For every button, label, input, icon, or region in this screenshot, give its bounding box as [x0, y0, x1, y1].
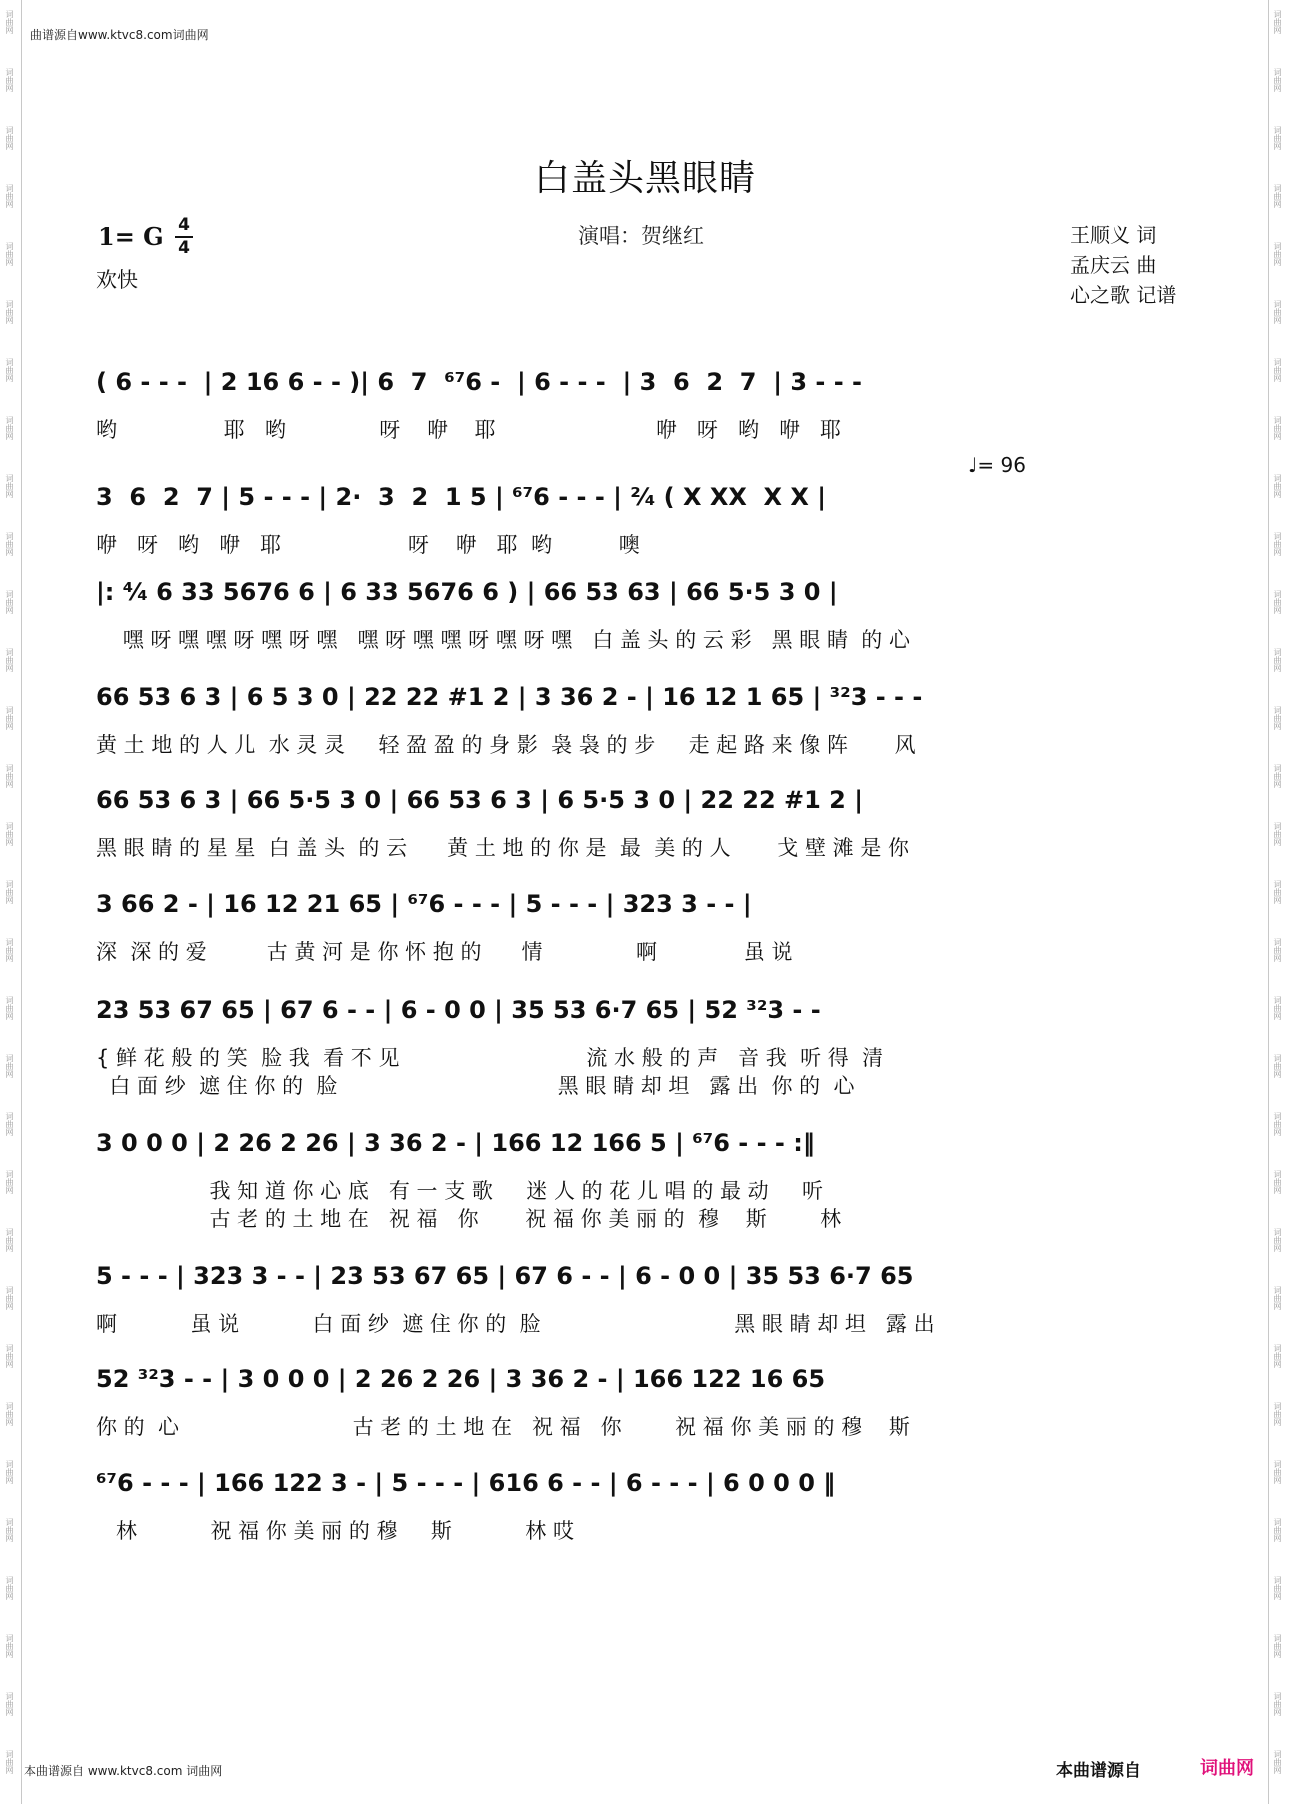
side-watermark-mark: 词曲网 — [1273, 880, 1282, 904]
footer-source-note: 本曲谱源自 www.ktvc8.com 词曲网 — [24, 1764, 223, 1778]
side-watermark-mark: 词曲网 — [5, 822, 14, 846]
side-watermark-mark: 词曲网 — [5, 880, 14, 904]
side-watermark-mark: 词曲网 — [5, 1634, 14, 1658]
lyricist-credit: 王顺义 词 — [1070, 223, 1157, 247]
time-signature — [172, 216, 196, 258]
lyrics-verse-1: 你 的 心 古 老 的 土 地 在 祝 福 你 祝 福 你 美 丽 的 穆 斯 — [96, 1415, 910, 1439]
notation-row: ( 6 - - - | 2 16 6 - - )| 6 7 ⁶⁷6 - | 6 - - - | 3 6 2 7 | 3 - - - — [96, 368, 862, 396]
metronome-mark: ♩= 96 — [968, 453, 1026, 477]
side-watermark-mark: 词曲网 — [5, 1402, 14, 1426]
top-source-note: 曲谱源自www.ktvc8.com词曲网 — [30, 28, 209, 42]
score-line — [0, 453, 1290, 573]
lyrics-verse-1: 林 祝 福 你 美 丽 的 穆 斯 林 哎 — [96, 1519, 574, 1543]
side-watermark-mark: 词曲网 — [5, 474, 14, 498]
side-watermark-mark: 词曲网 — [1273, 1576, 1282, 1600]
notation-row: 3 6 2 7 | 5 - - - | 2· 3 2 1 5 | ⁶⁷6 - - - | ²⁄₄ ( X XX X X | — [96, 483, 827, 511]
score-line — [0, 786, 1290, 876]
side-watermark-mark: 词曲网 — [1273, 10, 1282, 34]
side-watermark-mark: 词曲网 — [5, 184, 14, 208]
side-watermark-mark: 词曲网 — [1273, 68, 1282, 92]
lyrics-verse-2: 白 面 纱 遮 住 你 的 脸 黑 眼 睛 却 坦 露 出 你 的 心 — [96, 1074, 855, 1098]
side-watermark-mark: 词曲网 — [5, 1286, 14, 1310]
singer-credit: 演唱：贺继红 — [578, 224, 704, 248]
song-title: 白盖头黑眼睛 — [533, 158, 756, 199]
notation-row: 3 0 0 0 | 2 26 2 26 | 3 36 2 - | 166 12 166 5 | ⁶⁷6 - - - :‖ — [96, 1129, 815, 1157]
side-watermark-mark: 词曲网 — [5, 1344, 14, 1368]
side-watermark-mark: 词曲网 — [5, 706, 14, 730]
lyrics-verse-1: 深 深 的 爱 古 黄 河 是 你 怀 抱 的 情 啊 虽 说 — [96, 940, 793, 964]
meter-top: 4 — [178, 215, 190, 235]
footer-label: 本曲谱源自 — [1056, 1761, 1141, 1781]
side-watermark-mark: 词曲网 — [1273, 126, 1282, 150]
side-watermark-mark: 词曲网 — [5, 300, 14, 324]
side-watermark-mark: 词曲网 — [1273, 416, 1282, 440]
meter-bottom: 4 — [178, 238, 190, 258]
side-watermark-mark: 词曲网 — [5, 938, 14, 962]
side-watermark-mark: 词曲网 — [5, 126, 14, 150]
score-line — [0, 578, 1290, 668]
composer-credit: 孟庆云 曲 — [1070, 253, 1157, 277]
score-line — [0, 368, 1290, 458]
side-watermark-mark: 词曲网 — [5, 1692, 14, 1716]
side-watermark-mark: 词曲网 — [1273, 358, 1282, 382]
tempo-word: 欢快 — [96, 268, 138, 292]
side-watermark-mark: 词曲网 — [1273, 822, 1282, 846]
side-watermark-mark: 词曲网 — [5, 590, 14, 614]
lyrics-verse-1: 嘿 呀 嘿 嘿 呀 嘿 呀 嘿 嘿 呀 嘿 嘿 呀 嘿 呀 嘿 白 盖 头 的 云 彩 黑 眼 睛 的 心 — [96, 628, 910, 652]
side-watermark-mark: 词曲网 — [5, 1170, 14, 1194]
lyrics-verse-1: 啊 虽 说 白 面 纱 遮 住 你 的 脸 黑 眼 睛 却 坦 露 出 — [96, 1312, 935, 1336]
side-watermark-mark: 词曲网 — [5, 1228, 14, 1252]
score-line — [0, 1365, 1290, 1455]
side-watermark-mark: 词曲网 — [1273, 1518, 1282, 1542]
notation-row: 66 53 6 3 | 6 5 3 0 | 22 22 #1 2 | 3 36 2 - | 16 12 1 65 | ³²3 - - - — [96, 683, 923, 711]
notation-row: 5 - - - | 323 3 - - | 23 53 67 65 | 67 6 - - | 6 - 0 0 | 35 53 6·7 65 — [96, 1262, 914, 1290]
transcriber-credit: 心之歌 记谱 — [1070, 283, 1177, 307]
side-watermark-mark: 词曲网 — [1273, 184, 1282, 208]
side-watermark-mark: 词曲网 — [5, 1460, 14, 1484]
side-watermark-mark: 词曲网 — [5, 358, 14, 382]
notation-row: 23 53 67 65 | 67 6 - - | 6 - 0 0 | 35 53 6·7 65 | 52 ³²3 - - — [96, 996, 821, 1024]
key-signature: 1= G — [98, 222, 164, 251]
lyrics-verse-1: { 鲜 花 般 的 笑 脸 我 看 不 见 流 水 般 的 声 音 我 听 得 清 — [96, 1046, 884, 1070]
lyrics-verse-1: 黄 土 地 的 人 儿 水 灵 灵 轻 盈 盈 的 身 影 袅 袅 的 步 走 起 路 来 像 阵 风 — [96, 733, 916, 757]
side-watermark-mark: 词曲网 — [5, 68, 14, 92]
side-watermark-mark: 词曲网 — [1273, 1286, 1282, 1310]
score-line — [0, 890, 1290, 980]
side-watermark-mark: 词曲网 — [1273, 474, 1282, 498]
score-line — [0, 996, 1290, 1098]
side-watermark-mark: 词曲网 — [1273, 1460, 1282, 1484]
score-line — [0, 1262, 1290, 1352]
notation-row: |: ⁴⁄₄ 6 33 5676 6 | 6 33 5676 6 ) | 66 53 63 | 66 5·5 3 0 | — [96, 578, 838, 606]
side-watermark-mark: 词曲网 — [5, 10, 14, 34]
lyrics-verse-1: 我 知 道 你 心 底 有 一 支 歌 迷 人 的 花 儿 唱 的 最 动 听 — [96, 1179, 824, 1203]
side-watermark-mark: 词曲网 — [5, 1750, 14, 1774]
side-watermark-mark: 词曲网 — [1273, 1228, 1282, 1252]
side-watermark-mark: 词曲网 — [5, 532, 14, 556]
side-watermark-mark: 词曲网 — [5, 1112, 14, 1136]
footer-brand: 词曲网 — [1200, 1758, 1254, 1779]
side-watermark-mark: 词曲网 — [5, 1576, 14, 1600]
side-watermark-mark: 词曲网 — [1273, 996, 1282, 1020]
notation-row: 66 53 6 3 | 66 5·5 3 0 | 66 53 6 3 | 6 5·5 3 0 | 22 22 #1 2 | — [96, 786, 863, 814]
side-watermark-mark: 词曲网 — [1273, 300, 1282, 324]
side-watermark-mark: 词曲网 — [1273, 764, 1282, 788]
lyrics-verse-2: 古 老 的 土 地 在 祝 福 你 祝 福 你 美 丽 的 穆 斯 林 — [96, 1207, 842, 1231]
notation-row: 52 ³²3 - - | 3 0 0 0 | 2 26 2 26 | 3 36 2 - | 166 122 16 65 — [96, 1365, 826, 1393]
lyrics-verse-1: 哟 耶 哟 呀 咿 耶 咿 呀 哟 咿 耶 — [96, 418, 841, 442]
side-watermark-mark: 词曲网 — [1273, 648, 1282, 672]
lyrics-verse-1: 黑 眼 睛 的 星 星 白 盖 头 的 云 黄 土 地 的 你 是 最 美 的 人 戈 壁 滩 是 你 — [96, 836, 910, 860]
side-watermark-mark: 词曲网 — [1273, 1344, 1282, 1368]
side-watermark-mark: 词曲网 — [1273, 1170, 1282, 1194]
side-watermark-mark: 词曲网 — [5, 996, 14, 1020]
side-watermark-mark: 词曲网 — [5, 1518, 14, 1542]
score-line — [0, 683, 1290, 773]
side-watermark-mark: 词曲网 — [1273, 706, 1282, 730]
side-watermark-mark: 词曲网 — [5, 764, 14, 788]
side-watermark-mark: 词曲网 — [5, 416, 14, 440]
notation-row: 3 66 2 - | 16 12 21 65 | ⁶⁷6 - - - | 5 - - - | 323 3 - - | — [96, 890, 752, 918]
score-line — [0, 1469, 1290, 1559]
side-watermark-mark: 词曲网 — [5, 242, 14, 266]
side-watermark-mark: 词曲网 — [1273, 532, 1282, 556]
side-watermark-mark: 词曲网 — [1273, 1692, 1282, 1716]
side-watermark-mark: 词曲网 — [1273, 1054, 1282, 1078]
side-watermark-mark: 词曲网 — [1273, 1112, 1282, 1136]
side-watermark-mark: 词曲网 — [1273, 1402, 1282, 1426]
score-line — [0, 1129, 1290, 1231]
lyrics-verse-1: 咿 呀 哟 咿 耶 呀 咿 耶 哟 噢 — [96, 533, 640, 557]
side-watermark-mark: 词曲网 — [5, 1054, 14, 1078]
side-watermark-mark: 词曲网 — [1273, 590, 1282, 614]
side-watermark-mark: 词曲网 — [1273, 938, 1282, 962]
notation-row: ⁶⁷6 - - - | 166 122 3 - | 5 - - - | 616 6 - - | 6 - - - | 6 0 0 0 ‖ — [96, 1469, 836, 1497]
side-watermark-mark: 词曲网 — [1273, 242, 1282, 266]
credits — [1070, 220, 1176, 310]
side-watermark-mark: 词曲网 — [1273, 1750, 1282, 1774]
side-watermark-mark: 词曲网 — [1273, 1634, 1282, 1658]
side-watermark-mark: 词曲网 — [5, 648, 14, 672]
